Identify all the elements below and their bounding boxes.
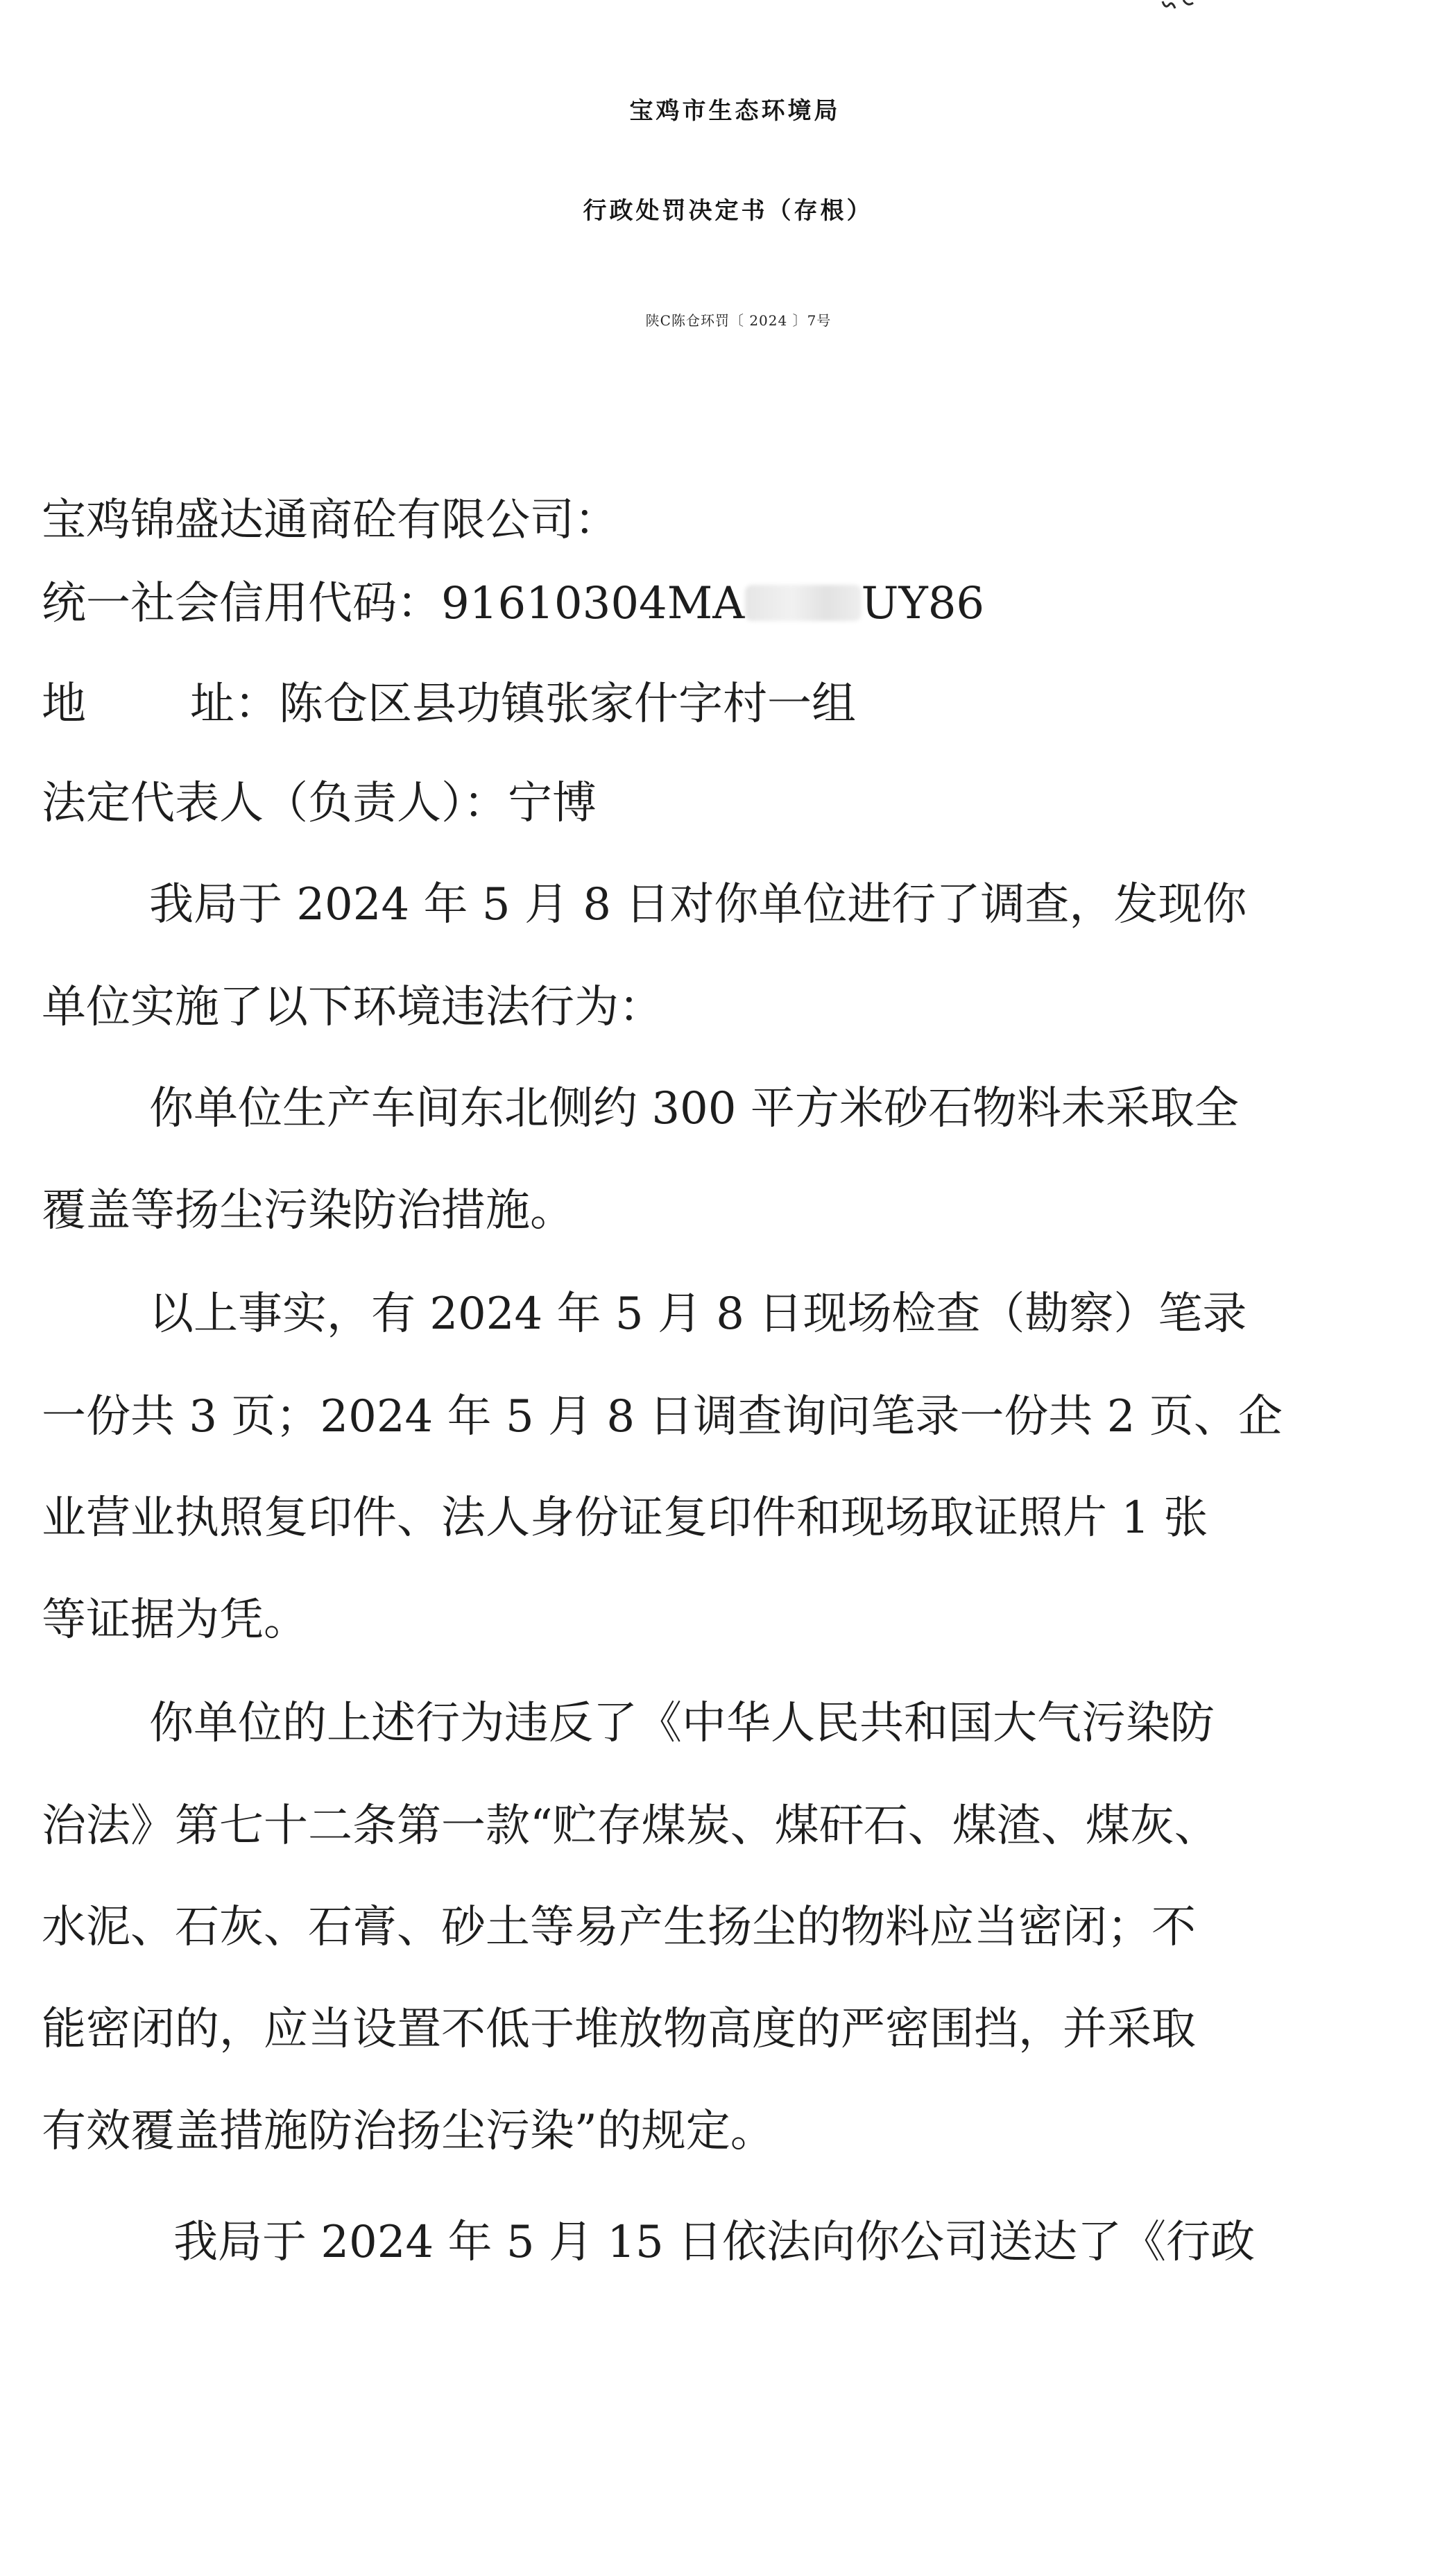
credit-code-start: 91610304MA [441, 578, 745, 629]
paragraph-line: 业营业执照复印件、法人身份证复印件和现场取证照片 1 张 [42, 1492, 1208, 1544]
paragraph-line: 等证据为凭。 [42, 1594, 308, 1646]
credit-code-end: UY86 [861, 578, 985, 629]
document-number: 陕C陈仓环罚〔 2024 〕7号 [645, 312, 832, 329]
legal-representative: 法定代表人（负责人）：宁博 [42, 778, 597, 829]
paragraph-line: 你单位生产车间东北侧约 300 平方米砂石物料未采取全 [149, 1083, 1239, 1134]
address-label-1: 地 [42, 679, 86, 730]
paragraph-line: 能密闭的，应当设置不低于堆放物高度的严密围挡，并采取 [42, 2004, 1196, 2055]
handwritten-mark [1160, 0, 1201, 15]
document-title: 行政处罚决定书（存根） [583, 197, 873, 225]
party-name: 宝鸡锦盛达通商砼有限公司： [42, 495, 619, 546]
paragraph-line: 我局于 2024 年 5 月 15 日依法向你公司送达了《行政 [173, 2217, 1256, 2268]
paragraph-line: 你单位的上述行为违反了《中华人民共和国大气污染防 [149, 1698, 1215, 1749]
address-line [42, 679, 856, 730]
address-label-2: 址： [190, 679, 279, 730]
address-value: 陈仓区县功镇张家什字村一组 [279, 679, 856, 730]
credit-code-label: 统一社会信用代码： [42, 578, 441, 629]
paragraph-line: 我局于 2024 年 5 月 8 日对你单位进行了调查，发现你 [149, 879, 1247, 930]
paragraph-line: 以上事实，有 2024 年 5 月 8 日现场检查（勘察）笔录 [149, 1288, 1247, 1340]
paragraph-line: 单位实施了以下环境违法行为： [42, 982, 663, 1033]
paragraph-line: 治法》第七十二条第一款“贮存煤炭、煤矸石、煤渣、煤灰、 [42, 1800, 1219, 1852]
agency-title: 宝鸡市生态环境局 [629, 97, 841, 125]
paragraph-line: 有效覆盖措施防治扬尘污染”的规定。 [42, 2106, 775, 2157]
paragraph-line: 水泥、石灰、石膏、砂土等易产生扬尘的物料应当密闭；不 [42, 1902, 1196, 1953]
credit-code-line [42, 578, 985, 629]
paragraph-line: 覆盖等扬尘污染防治措施。 [42, 1185, 574, 1236]
redacted-blur [745, 585, 862, 621]
paragraph-line: 一份共 3 页；2024 年 5 月 8 日调查询问笔录一份共 2 页、企 [42, 1391, 1283, 1442]
